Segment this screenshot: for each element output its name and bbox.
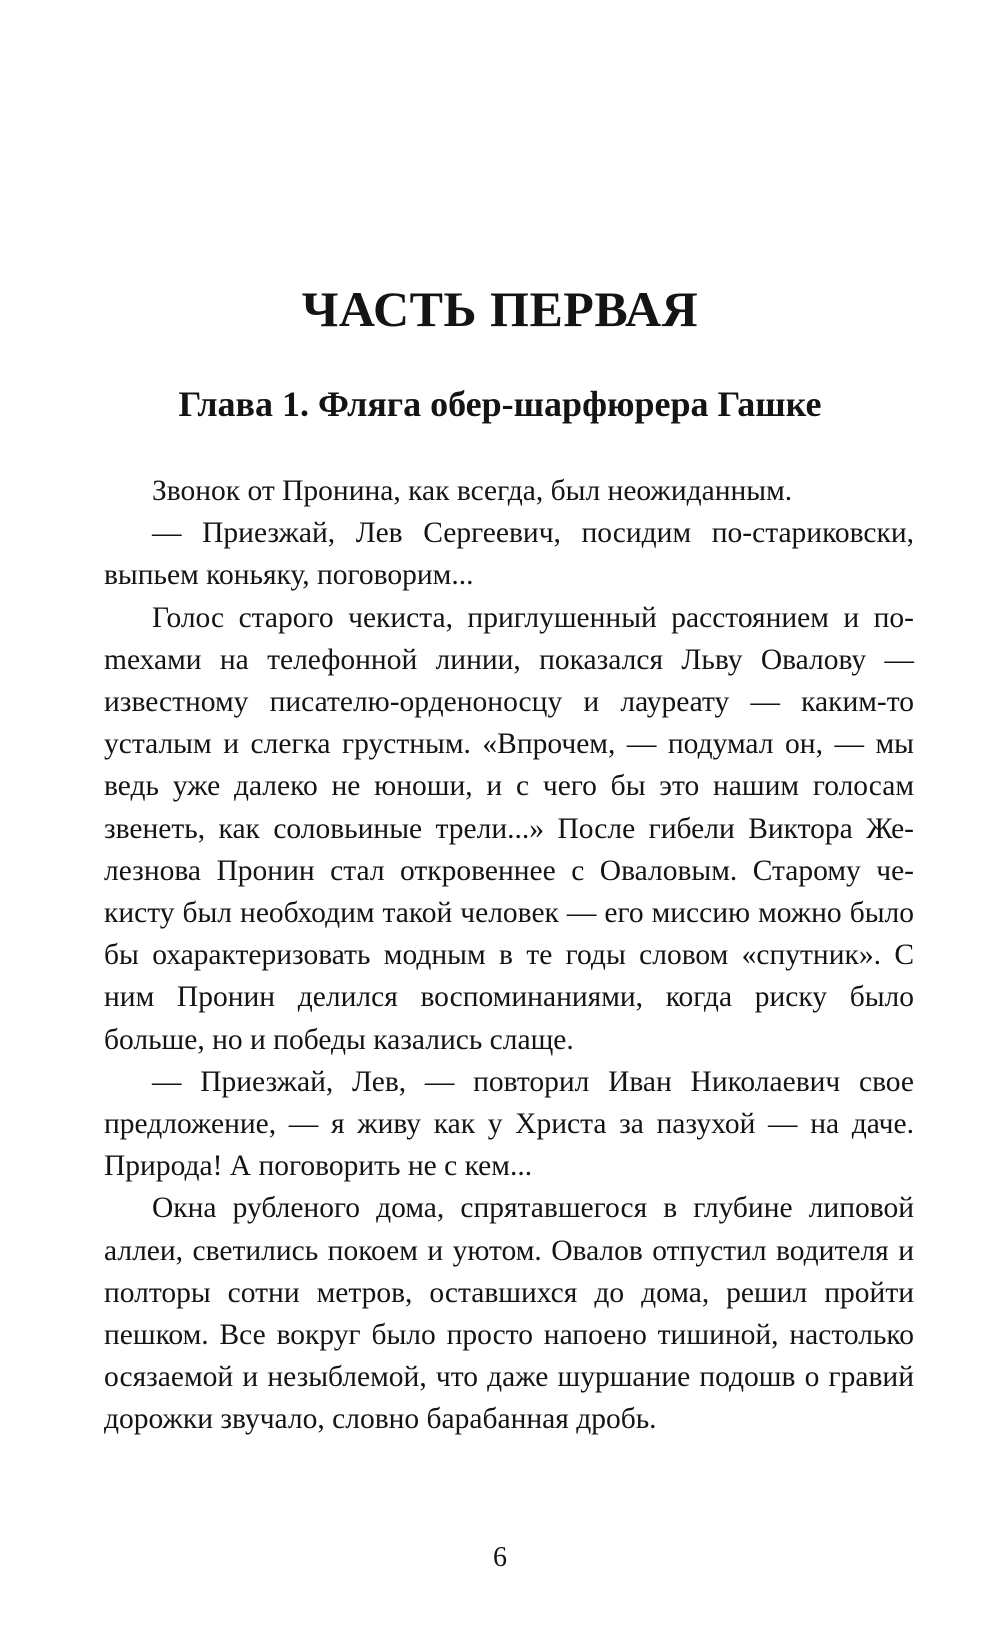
body-text — [104, 470, 914, 1441]
paragraph-2: — Приезжай, Лев Сергеевич, посидим по-стариковски, выпьем коньяку, поговорим... — [104, 517, 914, 592]
chapter-title: Глава 1. Фляга обер-шарфюрера Гашке — [178, 384, 822, 424]
paragraph-5: Окна рубленого дома, спрятавшегося в глубине липовой аллеи, светились покоем и уютом. Овалов отпустил водителя и полторы сотни метров, оставшихся до дома, решил пройти пешком. Все вокруг было просто напоено тишиной, настолько осязаемой и незыблемой, что даже шуршание подошв о гравий дорожки звучало, словно барабанная дробь. — [104, 1192, 914, 1436]
paragraph-3: Голос старого чекиста, приглушенный расстоянием и поmехами на телефонной линии, показался Льву Овалову — известному писателю-орденоносцу и лауреату — каким-то усталым и слегка грустным. «Впрочем, — подумал он, — мы ведь уже далеко не юноши, и с чего бы это нашим голосам звенеть, как соловьиные трели...» После гибели Виктора Железнова Пронин стал откровеннее с Оваловым. Старому чекисту был необходим такой человек — его миссию можно было бы охарактеризовать модным в те годы словом «спутник». С ним Пронин делился воспоминаниями, когда риску было больше, но и победы казались слаще. — [104, 601, 914, 1056]
page-number: 6 — [493, 1542, 507, 1573]
paragraph-1: Звонок от Пронина, как всегда, был неожиданным. — [152, 475, 793, 507]
part-title: ЧАСТЬ ПЕРВАЯ — [301, 281, 699, 337]
paragraph-4: — Приезжай, Лев, — повторил Иван Николаевич свое предложение, — я живу как у Христа за пазухой — на даче. Природа! А поговорить не с кем... — [104, 1065, 914, 1183]
